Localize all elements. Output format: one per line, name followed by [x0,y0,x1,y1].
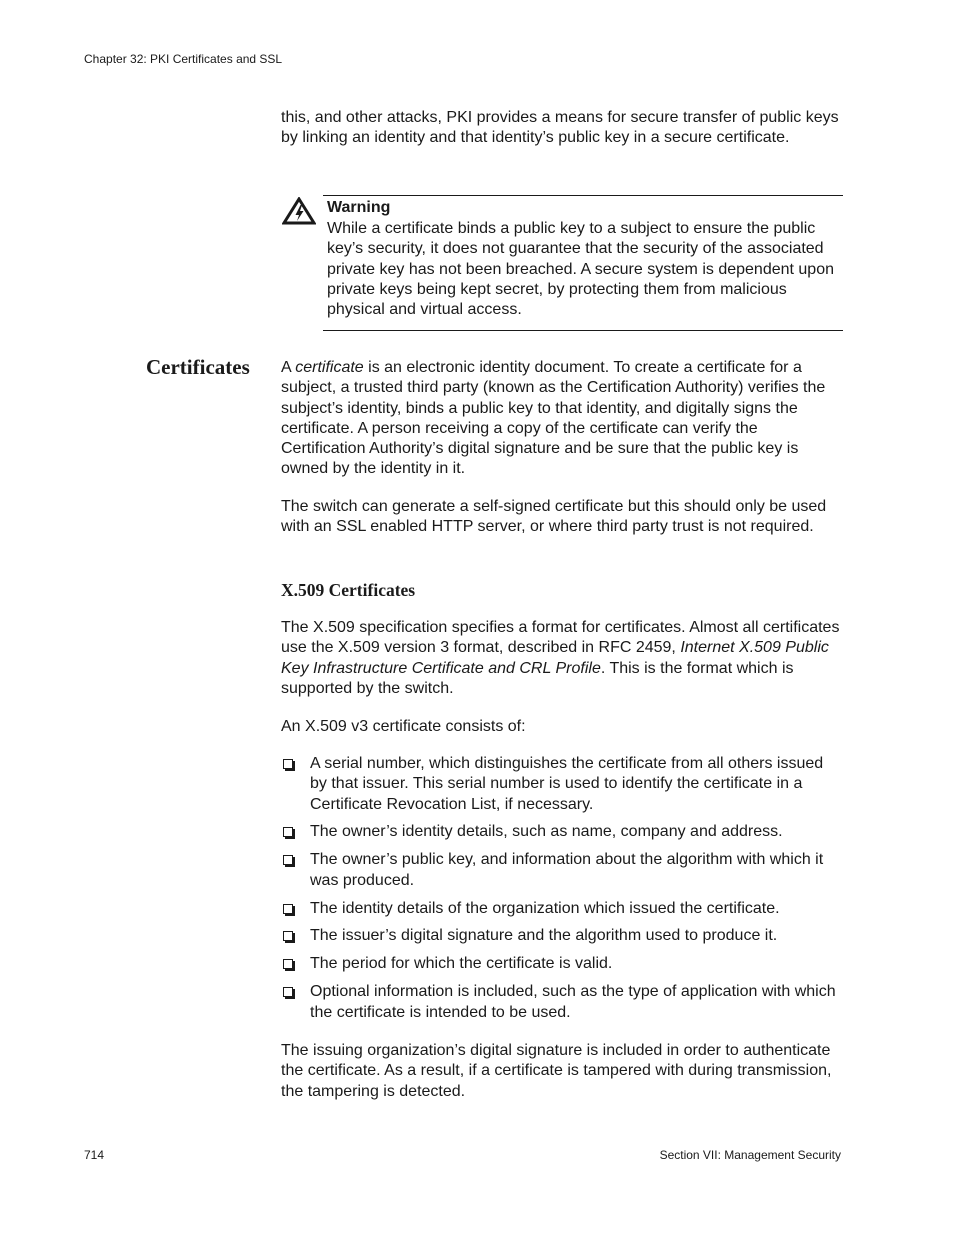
list-item-text: Optional information is included, such as the type of application with which the certificate is intended to be used. [310,983,836,1021]
x509-contents-list [281,754,843,1030]
list-item [281,754,843,815]
list-item-text: The owner’s public key, and information about the algorithm with which it was produced. [310,851,824,889]
checkbox-bullet-icon [283,987,293,997]
page-number: 714 [84,1148,105,1162]
text-run: . This is the format which is supported by the switch. [281,659,794,697]
certificates-paragraph-1 [281,358,843,480]
warning-title: Warning [327,199,391,216]
term-certificate: certificate [295,359,364,376]
subheading-x509: X.509 Certificates [281,580,416,600]
checkbox-bullet-icon [283,827,293,837]
text-run: is an electronic identity document. To create a certificate for a subject, a trusted third party (known as the Certification Authority) verifies the subject’s identity, binds a public key to that identity, and digitally signs the certificate. A person receiving a copy of the certificate can verify the Certification Authority’s digital signature and be sure that the public key is owned by the identity in it. [281,359,826,478]
list-item-text: The issuer’s digital signature and the algorithm used to produce it. [310,927,778,945]
x509-paragraph-3: The issuing organization’s digital signature is included in order to authenticate the certificate. As a result, if a certificate is tampered with during transmission, the tampering is detected. [281,1042,832,1100]
list-item [281,822,843,842]
checkbox-bullet-icon [283,759,293,769]
list-item [281,982,843,1023]
footer-section-title: Section VII: Management Security [659,1148,841,1162]
text-run: The X.509 specification specifies a format for certificates. Almost all certificates use the X.509 version 3 format, described in RFC 2459, [281,619,840,657]
list-item [281,926,843,946]
list-item [281,850,843,891]
x509-paragraph-1 [281,618,843,699]
x509-paragraph-2: An X.509 v3 certificate consists of: [281,718,526,735]
rfc-title: Internet X.509 Public Key Infrastructure Certificate and CRL Profile [281,639,829,677]
running-header: Chapter 32: PKI Certificates and SSL [84,52,283,66]
warning-box [281,195,843,331]
warning-bottom-rule [323,330,843,331]
section-heading-certificates: Certificates [146,355,250,379]
checkbox-bullet-icon [283,855,293,865]
list-item-text: The owner’s identity details, such as name, company and address. [310,823,783,841]
certificates-paragraph-2: The switch can generate a self-signed certificate but this should only be used with an SSL enabled HTTP server, or where third party trust is not required. [281,498,827,536]
checkbox-bullet-icon [283,931,293,941]
warning-top-rule [323,195,843,196]
list-item-text: The identity details of the organization which issued the certificate. [310,899,780,917]
warning-text: While a certificate binds a public key to a subject to ensure the public key’s security, it does not guarantee that the security of the associated private key has not been breached. A secure system is dependent upon private keys being kept secret, by protecting them from malicious physical and virtual access. [327,220,834,319]
list-item [281,899,843,919]
checkbox-bullet-icon [283,904,293,914]
list-item-text: The period for which the certificate is valid. [310,955,613,973]
text-run: A [281,359,296,376]
electrical-warning-icon [282,197,316,225]
checkbox-bullet-icon [283,959,293,969]
intro-paragraph: this, and other attacks, PKI provides a means for secure transfer of public keys by linking an identity and that identity’s public key in a secure certificate. [281,109,839,147]
list-item-text: A serial number, which distinguishes the certificate from all others issued by that issuer. This serial number is used to identify the certificate in a Certificate Revocation List, if necessary. [310,755,824,813]
list-item [281,954,843,974]
